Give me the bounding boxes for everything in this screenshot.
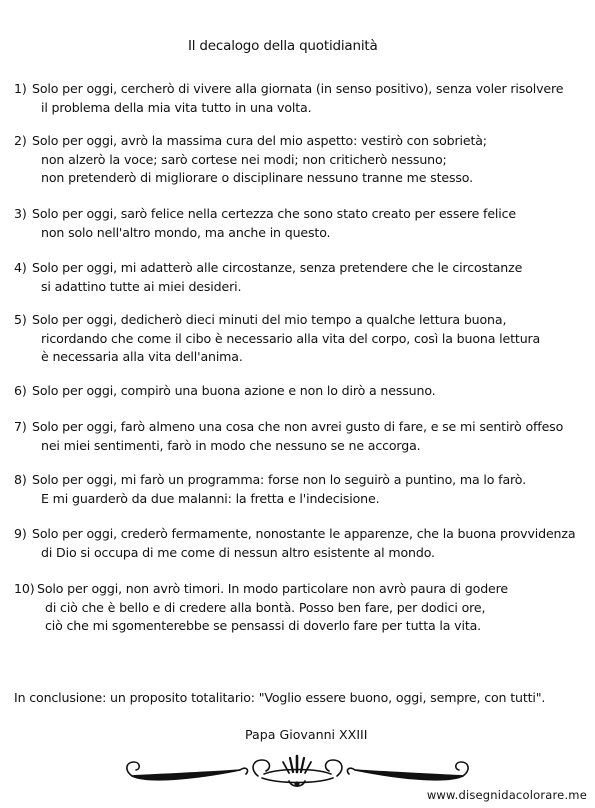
document-title: Il decalogo della quotidianità xyxy=(188,38,378,54)
website-credit: www.disegnidacolorare.me xyxy=(426,788,587,802)
item-number: 10) xyxy=(14,581,35,596)
item-text: Solo per oggi, crederò fermamente, nonostante le apparenze, che la buona provvidenza xyxy=(32,526,576,541)
item-number: 4) xyxy=(14,260,27,275)
item-first-line xyxy=(14,382,579,401)
item-text: Solo per oggi, mi adatterò alle circostanze, senza pretendere che le circostanze xyxy=(32,260,523,275)
item-text: non pretenderò di migliorare o disciplinare nessuno tranne me stesso. xyxy=(41,170,473,185)
item-text: E mi guarderò da due malanni: la fretta e l'indecisione. xyxy=(41,490,380,506)
item-text: Solo per oggi, cercherò di vivere alla giornata (in senso positivo), senza voler risolvere xyxy=(32,81,564,96)
item-text: ricordando che come il cibo è necessario alla vita del corpo, così la buona lettura xyxy=(41,330,541,346)
item-number: 1) xyxy=(14,81,27,96)
item-text: Solo per oggi, dedicherò dieci minuti del mio tempo a qualche lettura buona, xyxy=(32,312,507,327)
decalogue-item-3 xyxy=(14,205,579,242)
item-text: Solo per oggi, avrò la massima cura del mio aspetto: vestirò con sobrietà; xyxy=(32,133,487,148)
item-first-line xyxy=(14,311,579,330)
item-number: 7) xyxy=(14,419,27,434)
item-text: Solo per oggi, farò almeno una cosa che non avrei gusto di fare, e se mi sentirò offeso xyxy=(32,419,564,434)
item-text: è necessaria alla vita dell'anima. xyxy=(41,349,243,364)
item-number: 6) xyxy=(14,383,27,398)
author-signature: Papa Giovanni XXIII xyxy=(245,727,368,742)
item-number: 8) xyxy=(14,472,27,487)
decalogue-item-4 xyxy=(14,259,579,296)
scroll-ornament-icon xyxy=(0,748,595,790)
decalogue-item-10 xyxy=(14,580,579,636)
decalogue-item-7 xyxy=(14,418,579,455)
decalogue-item-9 xyxy=(14,525,579,562)
item-text: ciò che mi sgomenterebbe se pensassi di doverlo fare per tutta la vita. xyxy=(45,618,482,633)
item-text: Solo per oggi, non avrò timori. In modo particolare non avrò paura di godere xyxy=(37,581,508,596)
item-number: 2) xyxy=(14,133,27,148)
item-text: di Dio si occupa di me come di nessun altro esistente al mondo. xyxy=(41,544,435,560)
item-text: non alzerò la voce; sarò cortese nei modi; non criticherò nessuno; xyxy=(41,151,447,167)
item-first-line xyxy=(14,471,579,490)
item-first-line xyxy=(14,259,579,278)
item-first-line xyxy=(14,132,579,151)
item-first-line xyxy=(14,80,579,99)
item-number: 3) xyxy=(14,206,27,221)
item-text: Solo per oggi, compirò una buona azione e non lo dirò a nessuno. xyxy=(32,383,436,398)
item-text: Solo per oggi, sarò felice nella certezza che sono stato creato per essere felice xyxy=(32,206,517,221)
item-text: si adattino tutte ai miei desideri. xyxy=(41,278,242,294)
decalogue-item-5 xyxy=(14,311,579,367)
item-number: 9) xyxy=(14,526,27,541)
item-number: 5) xyxy=(14,312,27,327)
item-text: non solo nell'altro mondo, ma anche in questo. xyxy=(41,224,331,240)
item-first-line xyxy=(14,205,579,224)
item-text: di ciò che è bello e di credere alla bontà. Posso ben fare, per dodici ore, xyxy=(45,599,486,615)
decalogue-item-1 xyxy=(14,80,579,117)
item-text: il problema della mia vita tutto in una volta. xyxy=(41,99,312,115)
item-text: Solo per oggi, mi farò un programma: forse non lo seguirò a puntino, ma lo farò. xyxy=(32,472,526,487)
item-text: nei miei sentimenti, farò in modo che nessuno se ne accorga. xyxy=(41,437,421,453)
item-first-line xyxy=(14,418,579,437)
item-first-line xyxy=(14,580,579,599)
decalogue-item-2 xyxy=(14,132,579,188)
decalogue-item-8 xyxy=(14,471,579,508)
decalogue-item-6 xyxy=(14,382,579,401)
conclusion-text: In conclusione: un proposito totalitario: "Voglio essere buono, oggi, sempre, con tutti". xyxy=(14,690,546,705)
item-first-line xyxy=(14,525,579,544)
